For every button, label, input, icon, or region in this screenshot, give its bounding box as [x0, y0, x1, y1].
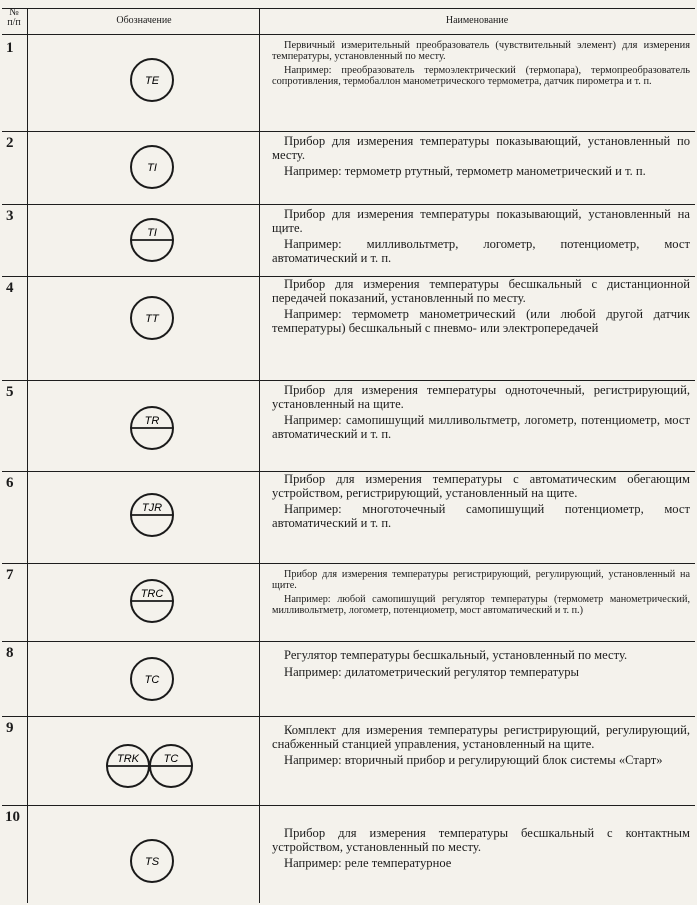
header-name-label: Наименование	[445, 15, 509, 26]
row-separator	[2, 204, 695, 205]
symbol-letters: TS	[144, 856, 160, 868]
instrument-symbol	[82, 487, 222, 543]
row-separator	[2, 716, 695, 717]
row-description	[272, 827, 690, 871]
symbol-letters: TC	[163, 753, 179, 765]
description-text: Первичный измерительный преобразователь (чувствительный элемент) для измерения температуры, установленный по месту.	[272, 40, 690, 63]
example-text: Например: преобразователь термоэлектрический (термопара), термопреобразователь сопротивления, термобаллон манометрического термометра, датчик пирометра и т. п.	[272, 65, 690, 88]
symbol-letters: TRK	[117, 753, 139, 765]
row-separator	[2, 641, 695, 642]
symbol-letters: TT	[145, 313, 159, 325]
instrument-symbol	[82, 52, 222, 108]
row-separator	[2, 380, 695, 381]
table-top-rule	[2, 8, 695, 9]
header-bottom-rule	[2, 34, 695, 35]
row-number: 10	[5, 809, 20, 825]
description-text: Прибор для измерения температуры регистрирующий, регулирующий, установленный на щите.	[272, 569, 690, 591]
row-number: 6	[6, 475, 14, 491]
header-symbol-label: Обозначение	[116, 15, 172, 26]
description-text: Регулятор температуры бесшкальный, установленный по месту.	[284, 649, 628, 662]
example-text: Например: термометр ртутный, термометр манометрический и т. п.	[284, 164, 646, 179]
example-text: Например: любой самопишущий регулятор температуры (термометр манометрический, милливольтметр, логометр, потенциометр, мост автоматический и т. п.)	[272, 593, 690, 616]
symbol-letters: TR	[144, 415, 160, 427]
description-text: Прибор для измерения температуры показывающий, установленный на щите.	[272, 208, 690, 235]
column-rule-symbol	[259, 8, 260, 903]
row-description	[272, 135, 690, 179]
header-number-label: № п/п	[7, 7, 21, 28]
example-text: Например: многоточечный самопишущий потенциометр, мост автоматический и т. п.	[272, 502, 690, 530]
symbol-letters: TRC	[140, 588, 164, 600]
description-text: Прибор для измерения температуры одноточечный, регистрирующий, установленный на щите.	[272, 384, 690, 411]
example-text: Например: реле температурное	[284, 856, 452, 871]
description-text: Прибор для измерения температуры бесшкальный с дистанционной передачей показаний, установленный по месту.	[272, 278, 690, 305]
description-text: Прибор для измерения температуры показывающий, установленный по месту.	[272, 135, 690, 162]
instrument-symbol	[82, 400, 222, 456]
row-number: 7	[6, 567, 14, 583]
symbol-letters: TC	[144, 674, 160, 686]
example-text: Например: термометр манометрический (или любой другой датчик температуры) бесшкальный с пневмо- или электропередачей	[272, 307, 690, 335]
instrument-symbol	[82, 833, 222, 889]
row-separator	[2, 131, 695, 132]
example-text: Например: милливольтметр, логометр, потенциометр, мост автоматический и т. п.	[272, 237, 690, 265]
row-description	[272, 473, 690, 530]
instrument-symbol	[82, 212, 222, 268]
header-name	[262, 16, 692, 26]
row-number: 4	[6, 280, 14, 296]
example-text: Например: дилатометрический регулятор температуры	[284, 664, 580, 679]
instrument-symbol	[82, 651, 222, 707]
row-description	[272, 40, 690, 87]
symbol-letters: TE	[144, 75, 160, 87]
description-text: Прибор для измерения температуры бесшкальный с контактным устройством, установленный по месту.	[272, 827, 690, 854]
example-text: Например: самопишущий милливольтметр, логометр, потенциометр, мост автоматический и т. п.	[272, 413, 690, 441]
row-number: 9	[6, 720, 14, 736]
row-number: 3	[6, 208, 14, 224]
row-description	[272, 208, 690, 265]
row-number: 8	[6, 645, 14, 661]
instrument-symbol	[82, 573, 222, 629]
symbol-letters: TI	[147, 227, 157, 239]
example-text: Например: вторичный прибор и регулирующий блок системы «Старт»	[284, 753, 663, 768]
row-separator	[2, 563, 695, 564]
header-symbol	[30, 16, 258, 26]
row-description	[272, 569, 690, 616]
row-separator	[2, 805, 695, 806]
symbol-letters: TI	[147, 162, 157, 174]
row-number: 2	[6, 135, 14, 151]
row-description	[272, 278, 690, 335]
header-number	[3, 8, 25, 28]
symbol-letters: TJR	[141, 502, 163, 514]
row-separator	[2, 276, 695, 277]
description-text: Комплект для измерения температуры регистрирующий, регулирующий, снабженный станцией управления, установленный на щите.	[272, 724, 690, 751]
row-description	[272, 649, 690, 679]
row-description	[272, 384, 690, 441]
row-description	[272, 724, 690, 768]
column-rule-number	[27, 8, 28, 903]
instrument-symbol	[82, 290, 222, 346]
row-number: 1	[6, 40, 14, 56]
row-separator	[2, 471, 695, 472]
instrument-symbol	[82, 139, 222, 195]
row-number: 5	[6, 384, 14, 400]
description-text: Прибор для измерения температуры с автоматическим обегающим устройством, регистрирующий, установленный на щите.	[272, 473, 690, 500]
instrument-symbol	[80, 738, 220, 794]
